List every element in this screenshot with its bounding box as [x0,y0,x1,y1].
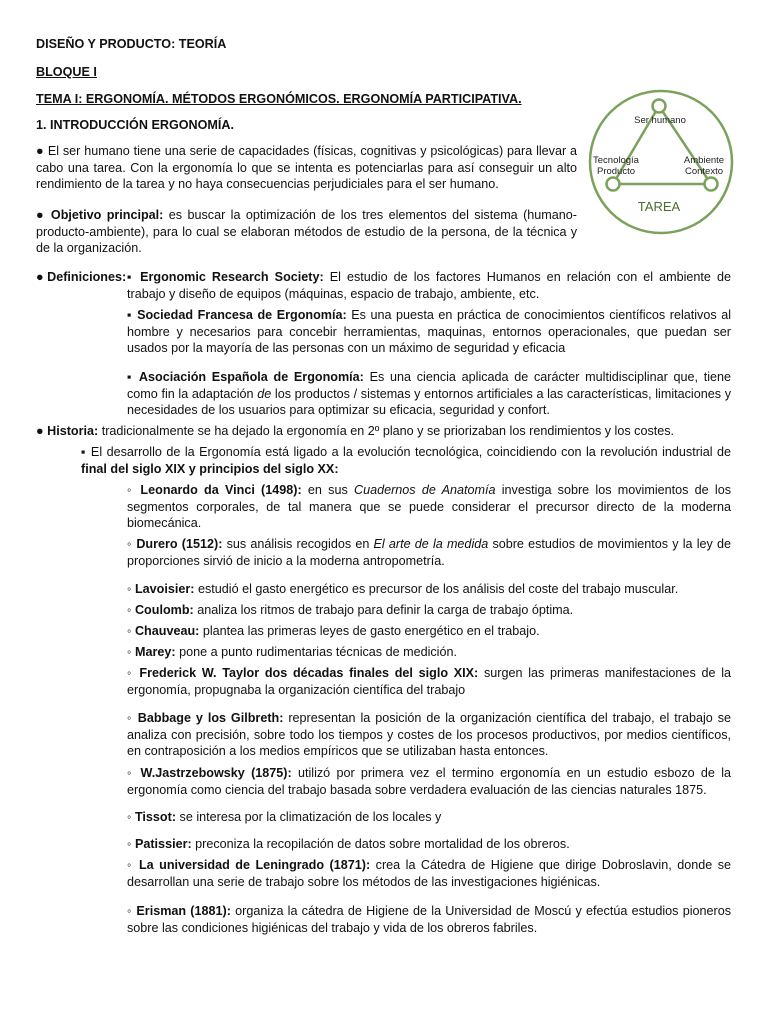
system-diagram [587,88,735,236]
history-item-durero: ◦ Durero (1512): sus análisis recogidos en El arte de la medida sobre estudios de movimientos y la ley de proporciones sirvió de inicio a la moderna antropometría. [127,537,731,568]
history-paragraph [36,423,736,440]
history-item-leningrado: ◦ La universidad de Leningrado (1871): crea la Cátedra de Higiene que dirige Dobroslavin, donde se desarrollan una serie de trabajo sobre los métodos de las investigaciones higiénicas. [127,858,732,889]
objective-paragraph [36,207,577,257]
history-item-babbage: ◦ Babbage y los Gilbreth: representan la posición de la organización científica del trabajo, el trabajo se analiza con precisión, sobre todo los tiempos y costes de los procesos productivos, por medios científicos, en contraposición a los medios empíricos que se utilizaban hasta entonces. [127,711,731,758]
diagram-label-left-1: Tecnología [593,155,639,166]
history-item-marey: ◦ Marey: pone a punto rudimentarias técnicas de medición. [127,645,457,659]
definition-ers-label: ▪ Ergonomic Research Society: [127,270,324,284]
diagram-label-left-2: Producto [596,166,636,177]
definition-aee-text-b: los productos / sistemas y entornos artificiales a las características, limitaciones y necesidades de los usuarios para optimizar su eficacia, seguridad y confort. [127,386,731,417]
block-heading: BLOQUE I [36,65,97,79]
diagram-label-right-1: Ambiente [683,155,725,166]
topic-heading: TEMA I: ERGONOMÍA. MÉTODOS ERGONÓMICOS. ERGONOMÍA PARTICIPATIVA. [36,92,522,106]
definition-aee-text-a: Es una ciencia aplicada de carácter multidisciplinar que, tiene como fin la adaptación [127,370,731,401]
section-heading: 1. INTRODUCCIÓN ERGONOMÍA. [36,118,235,132]
definition-sfe-text: Es una puesta en práctica de conocimientos científicos relativos al hombre y necesarios para concebir herramientas, maquinas, entornos operacionales, que puedan ser usados por la mayoría de las personas con un máximo de seguridad y eficacia [127,308,732,355]
history-item-lavoisier: ◦ Lavoisier: estudió el gasto energético es precursor de los análisis del coste del trabajo muscular. [127,582,679,596]
definitions-label: ● Definiciones: [36,270,127,284]
history-item-jastrzebowsky: ◦ W.Jastrzebowsky (1875): utilizó por primera vez el termino ergonomía en un estudio esbozo de la ergonomía como ciencia del trabajo basada sobre verdadera evaluación de las ciencias naturales 1875. [127,766,731,797]
objective-text: es buscar la optimización de los tres elementos del sistema (humano-producto-ambiente), para lo cual se elaboran métodos de estudio de la persona, de la técnica y de la organización. [36,208,577,255]
history-sub-text: ▪ El desarrollo de la Ergonomía está ligado a la evolución tecnológica, coincidiendo con la revolución industrial de [81,445,731,459]
history-item-leonardo: ◦ Leonardo da Vinci (1498): en sus Cuadernos de Anatomía investiga sobre los movimientos de los segmentos corporales, de tal manera que se puede considerar el precursor directo de la moderna biomecánica. [127,483,732,530]
history-item-coulomb: ◦ Coulomb: analiza los ritmos de trabajo para definir la carga de trabajo óptima. [127,603,574,617]
definition-ers-text: El estudio de los factores Humanos en relación con el ambiente de trabajo y diseño de equipos (máquinas, espacio de trabajo, ambiente, etc. [127,270,732,301]
definition-aee-label: ▪ Asociación Española de Ergonomía: [127,370,364,384]
node-left [607,178,620,191]
diagram-svg [587,88,735,236]
bullet-mark: ● [36,144,44,158]
history-item-patissier: ◦ Patissier: preconiza la recopilación de datos sobre mortalidad de los obreros. [127,837,570,851]
definition-ers [127,269,731,302]
history-sub [81,444,731,477]
doc-title: DISEÑO Y PRODUCTO: TEORÍA [36,37,227,51]
history-item-taylor: ◦ Frederick W. Taylor dos décadas finales del siglo XIX: surgen las primeras manifestaciones de la ergonomía, propugnaba la organización científica del trabajo [127,666,731,697]
history-item-tissot: ◦ Tissot: se interesa por la climatización de los locales y [127,810,442,824]
definition-aee-italic: de [257,386,272,401]
definition-sfe-label: ▪ Sociedad Francesa de Ergonomía: [127,308,347,322]
definition-aee [127,369,731,419]
definition-sfe [127,307,731,357]
diagram-label-right-2: Contexto [684,166,724,177]
history-item-chauveau: ◦ Chauveau: plantea las primeras leyes de gasto energético en el trabajo. [127,624,540,638]
objective-label: ● Objetivo principal: [36,208,164,222]
intro-paragraph [36,143,577,193]
node-top [653,100,666,113]
node-right [705,178,718,191]
intro-text: El ser humano tiene una serie de capacidades (físicas, cognitivas y psicológicas) para llevar a cabo una tarea. Con la ergonomía lo que se intenta es potenciarlas para así conseguir un alto rendimiento de la tarea y no haya consecuencias perjudiciales para el ser humano. [36,144,578,191]
history-item-erisman: ◦ Erisman (1881): organiza la cátedra de Higiene de la Universidad de Moscú y efectúa estudios pioneros sobre las condiciones higiénicas del trabajo y vida de los obreros fabriles. [127,904,731,935]
diagram-label-bottom: TAREA [637,199,681,214]
history-sub-bold: final del siglo XIX y principios del siglo XX: [81,461,339,476]
diagram-label-top: Ser humano [634,115,686,126]
history-label: ● Historia: [36,424,99,438]
history-text: tradicionalmente se ha dejado la ergonomía en 2º plano y se priorizaban los rendimientos y los costes. [101,424,675,438]
